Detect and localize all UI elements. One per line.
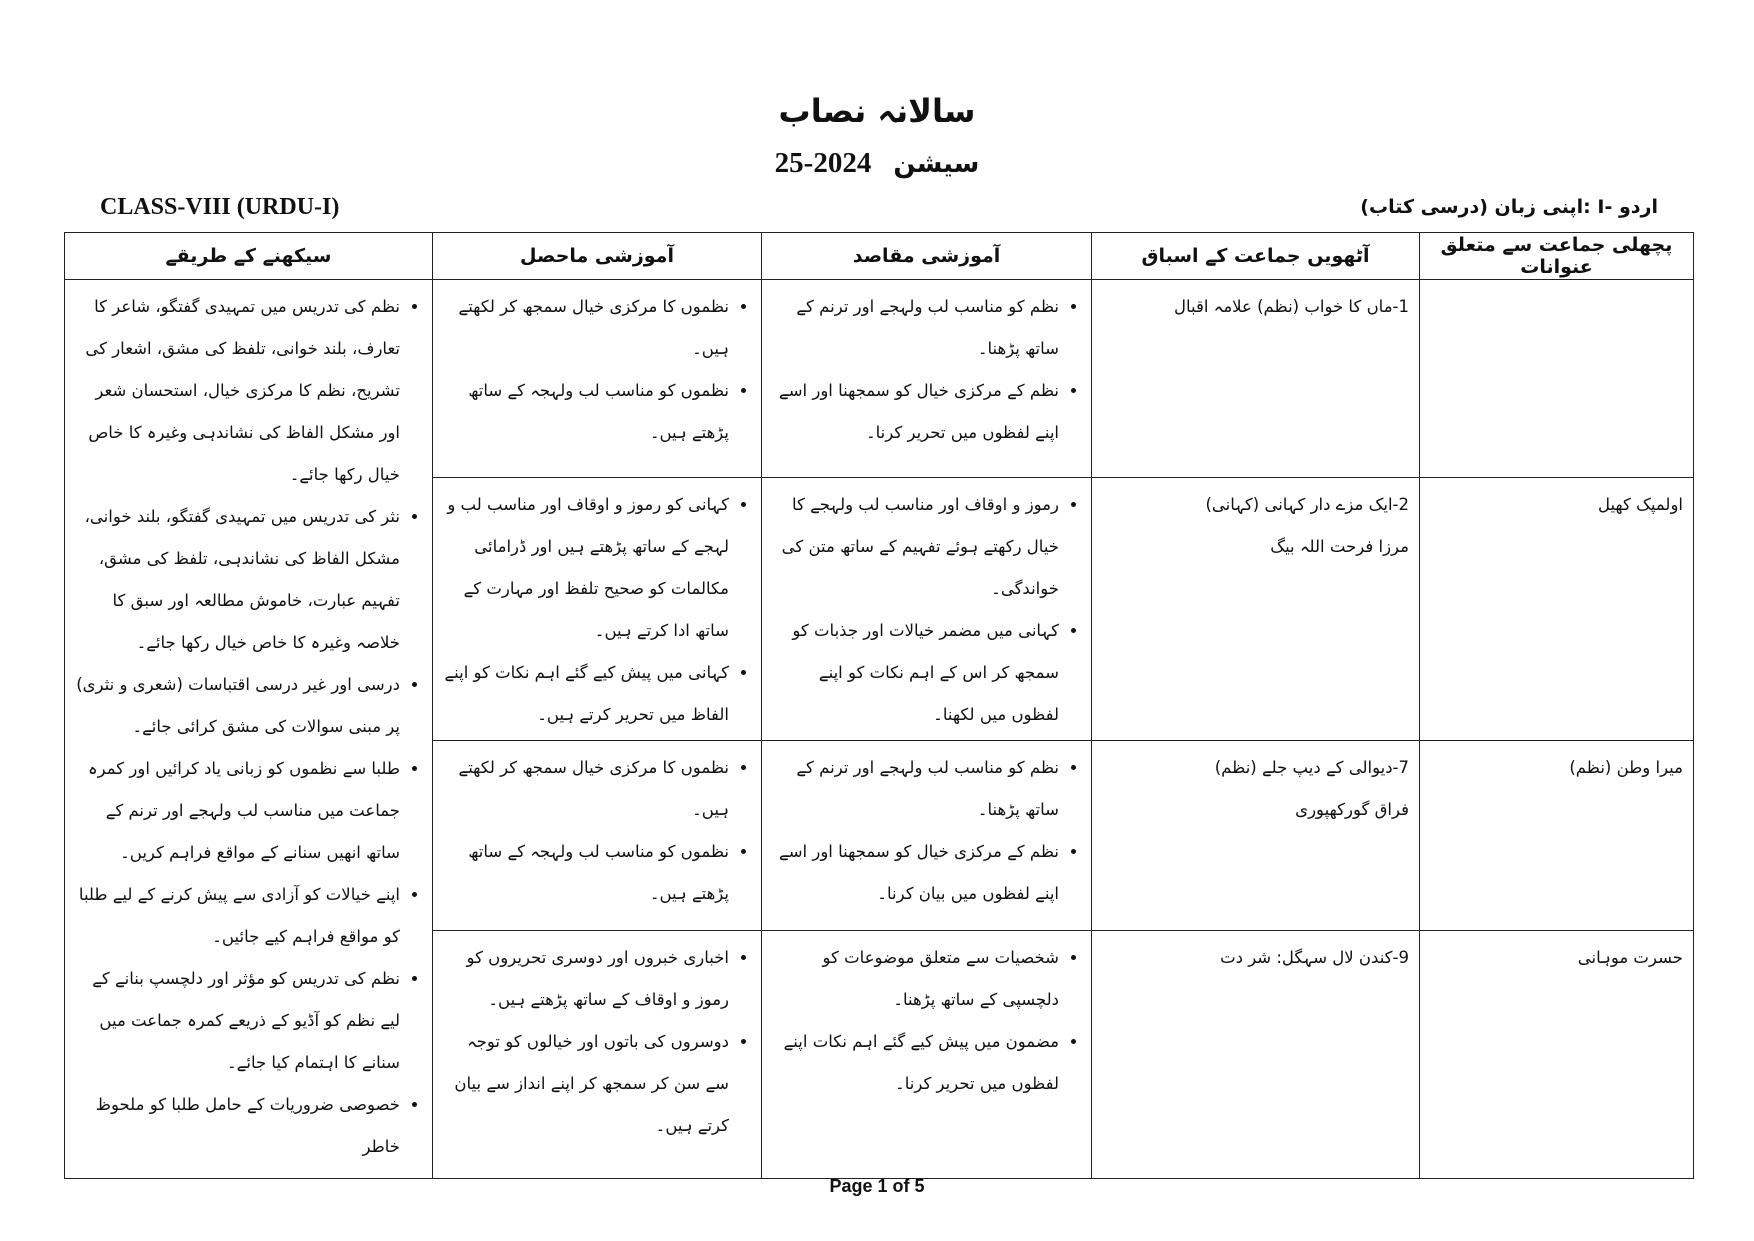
methods-cell (65, 280, 433, 1179)
class-label: CLASS-VIII (URDU-I) (100, 194, 340, 220)
column-header-methods: سیکھنے کے طریقے (65, 233, 433, 280)
objectives-cell (762, 741, 1092, 931)
objectives-cell (762, 478, 1092, 741)
outcome-item: • نظموں کا مرکزی خیال سمجھ کر لکھتے ہیں۔ (443, 286, 729, 370)
previous-topic-cell: اولمپک کھیل (1420, 478, 1694, 741)
lesson-title: 1-ماں کا خواب (نظم) علامہ اقبال (1173, 297, 1409, 316)
outcome-item: • نظموں کا مرکزی خیال سمجھ کر لکھتے ہیں۔ (443, 747, 729, 831)
objectives-cell (762, 280, 1092, 478)
lesson-cell (1092, 931, 1420, 1179)
lesson-cell (1092, 280, 1420, 478)
outcomes-cell (433, 478, 762, 741)
objective-item: • نظم کو مناسب لب ولہجے اور ترنم کے ساتھ پڑھنا۔ (772, 286, 1059, 370)
previous-topic-cell: میرا وطن (نظم) (1420, 741, 1694, 931)
lesson-author: فراق گورکھپوری (1295, 800, 1409, 819)
method-item: • اپنے خیالات کو آزادی سے پیش کرنے کے لیے طلبا کو مواقع فراہم کیے جائیں۔ (75, 874, 400, 958)
outcome-item: • اخباری خبروں اور دوسری تحریروں کو رموز و اوقاف کے ساتھ پڑھتے ہیں۔ (443, 937, 729, 1021)
objective-item: • نظم کو مناسب لب ولہجے اور ترنم کے ساتھ پڑھنا۔ (772, 747, 1059, 831)
column-header-lessons: آٹھویں جماعت کے اسباق (1092, 233, 1420, 280)
outcome-item: • دوسروں کی باتوں اور خیالوں کو توجہ سے سن کر سمجھ کر اپنے انداز سے بیان کرتے ہیں۔ (443, 1021, 729, 1147)
syllabus-table (64, 232, 1694, 1179)
column-header-outcomes: آموزشی ماحصل (433, 233, 762, 280)
objectives-cell (762, 931, 1092, 1179)
objective-item: • شخصیات سے متعلق موضوعات کو دلچسپی کے ساتھ پڑھنا۔ (772, 937, 1059, 1021)
column-header-objectives: آموزشی مقاصد (762, 233, 1092, 280)
previous-topic-cell (1420, 280, 1694, 478)
lesson-title: 7-دیوالی کے دیپ جلے (نظم) (1214, 758, 1409, 777)
outcome-item: • کہانی میں پیش کیے گئے اہم نکات کو اپنے الفاظ میں تحریر کرتے ہیں۔ (443, 652, 729, 736)
session-year: 2024-25 (774, 147, 872, 179)
table-header-row (65, 233, 1694, 280)
method-item: • نثر کی تدریس میں تمہیدی گفتگو، بلند خوانی، مشکل الفاظ کی نشاندہی، تلفظ کی مشق، تفہیم عبارت، خاموش مطالعہ اور سبق کا خلاصہ وغیرہ کا خاص خیال رکھا جائے۔ (75, 496, 400, 664)
lesson-author: مرزا فرحت اللہ بیگ (1270, 537, 1409, 556)
previous-topic-cell: حسرت موہانی (1420, 931, 1694, 1179)
outcomes-cell (433, 741, 762, 931)
book-label: اردو -I :اپنی زبان (درسی کتاب) (1360, 196, 1658, 218)
table-row (65, 280, 1694, 478)
outcome-item: • نظموں کو مناسب لب ولہجہ کے ساتھ پڑھتے ہیں۔ (443, 370, 729, 454)
page-number: Page 1 of 5 (829, 1176, 925, 1196)
lesson-title: 9-کندن لال سہگل: شر دت (1220, 948, 1409, 967)
outcomes-cell (433, 280, 762, 478)
objective-item: • مضمون میں پیش کیے گئے اہم نکات اپنے لفظوں میں تحریر کرنا۔ (772, 1021, 1059, 1105)
session-label: سیشن (893, 149, 980, 179)
outcome-item: • کہانی کو رموز و اوقاف اور مناسب لب و لہجے کے ساتھ پڑھتے ہیں اور ڈرامائی مکالمات کو صحیح تلفظ اور مہارت کے ساتھ ادا کرتے ہیں۔ (443, 484, 729, 652)
objective-item: • نظم کے مرکزی خیال کو سمجھنا اور اسے اپنے لفظوں میں بیان کرنا۔ (772, 831, 1059, 915)
lesson-cell (1092, 478, 1420, 741)
lesson-cell (1092, 741, 1420, 931)
method-item: • نظم کی تدریس کو مؤثر اور دلچسپ بنانے کے لیے نظم کو آڈیو کے ذریعے کمرہ جماعت میں سنانے کا اہتمام کیا جائے۔ (75, 958, 400, 1084)
objective-item: • نظم کے مرکزی خیال کو سمجھنا اور اسے اپنے لفظوں میں تحریر کرنا۔ (772, 370, 1059, 454)
method-item: • نظم کی تدریس میں تمہیدی گفتگو، شاعر کا تعارف، بلند خوانی، تلفظ کی مشق، اشعار کی تشریح، نظم کا مرکزی خیال، استحسان شعر اور مشکل الفاظ کی نشاندہی وغیرہ کا خاص خیال رکھا جائے۔ (75, 286, 400, 496)
method-item: • طلبا سے نظموں کو زبانی یاد کرائیں اور کمرہ جماعت میں مناسب لب ولہجے اور ترنم کے ساتھ انھیں سنانے کے مواقع فراہم کریں۔ (75, 748, 400, 874)
objective-item: • رموز و اوقاف اور مناسب لب ولہجے کا خیال رکھتے ہوئے تفہیم کے ساتھ متن کی خواندگی۔ (772, 484, 1059, 610)
method-item: • خصوصی ضروریات کے حامل طلبا کو ملحوظ خاطر (75, 1084, 400, 1168)
column-header-previous: پچھلی جماعت سے متعلق عنوانات (1420, 233, 1694, 280)
outcome-item: • نظموں کو مناسب لب ولہجہ کے ساتھ پڑھتے ہیں۔ (443, 831, 729, 915)
objective-item: • کہانی میں مضمر خیالات اور جذبات کو سمجھ کر اس کے اہم نکات کو اپنے لفظوں میں لکھنا۔ (772, 610, 1059, 736)
method-item: • درسی اور غیر درسی اقتباسات (شعری و نثری) پر مبنی سوالات کی مشق کرائی جائے۔ (75, 664, 400, 748)
outcomes-cell (433, 931, 762, 1179)
page-title: سالانہ نصاب (778, 92, 976, 130)
session-line (0, 147, 1754, 180)
lesson-title: 2-ایک مزے دار کہانی (کہانی) (1205, 495, 1409, 514)
